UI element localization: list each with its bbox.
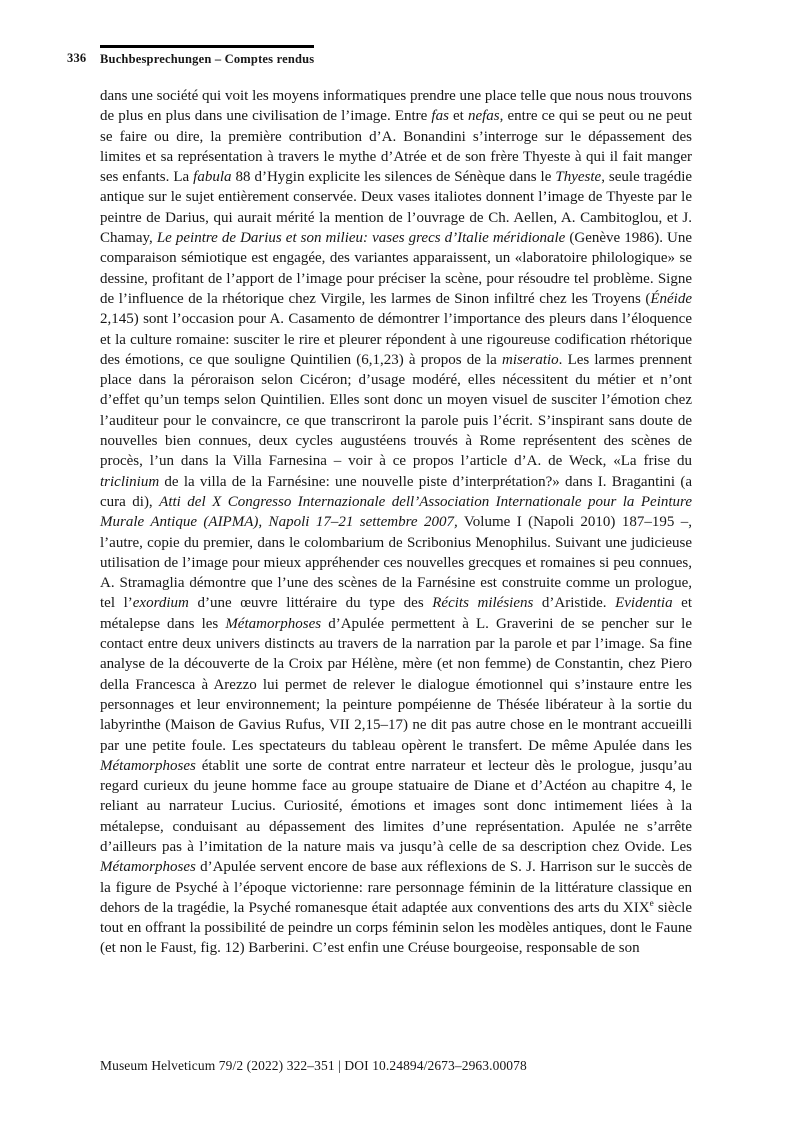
header-rule — [100, 45, 314, 48]
text-run: , seule tragédie antique sur le sujet entièrement conservée. Deux vases italiotes donnent l’image de Thyeste par le peintre de Darius, qui aurait mérité la mention de l’ouvrage de Ch. Aellen, A. Cambitoglou, et J. Chamay, — [100, 169, 693, 247]
italic-run: miseratio — [502, 351, 559, 368]
text-run: . Les larmes prennent place dans la péroraison selon Cicéron; d’usage modéré, elles nécessitent du métier et n’ont d’effet qu’un temps selon Quintilien. Elles sont donc un moyen visuel de susciter l’émotion chez l’auditeur pour le convaincre, ce que transcriront la parole puis l’écrit. S’inspirant sans doute de nouvelles bien connues, deux cycles augustéens trouvés à Rome représentent des scènes de procès, l’un dans la Villa Farnesina – voir à ce propos l’article d’A. de Weck, «La frise du — [100, 351, 692, 470]
review-paragraph — [100, 86, 692, 959]
text-run: 2,145) sont l’occasion pour A. Casamento de démontrer l’importance des pleurs dans l’éloquence et la culture romaine: susciter le rire et pleurer répondent à une rigoureuse codification rhétorique des émotions, ce que souligne Quintilien (6,1,23) à propos de la — [100, 311, 692, 368]
footer — [100, 1058, 692, 1074]
text-run: Volume I (Napoli 2010) 187–195 –, l’autre, copie du premier, dans le colombarium de Scribonius Menophilus. Suivant une judicieuse utilisation de l’image pour mieux appréhender ces nouvelles grecques et romaines si peu connues, A. Stramaglia démontre que l’une des scènes de la Farnésine est construite comme un prologue, tel l’ — [100, 514, 693, 612]
text-run: et métalepse dans les — [100, 595, 693, 632]
running-header — [100, 45, 314, 67]
footer-journal-line: Museum Helveticum 79/2 (2022) 322–351 | DOI 10.24894/2673–2963.00078 — [100, 1058, 527, 1073]
italic-run: Métamorphoses — [100, 859, 196, 876]
italic-run: triclinium — [100, 473, 160, 490]
italic-run: fas — [431, 108, 449, 125]
text-run: d’Apulée permettent à L. Graverini de se pencher sur le contact entre deux univers distincts au travers de la narration par la parole et par l’image. Sa fine analyse de la découverte de la Croix par Hélène, mère (et non femme) de Constantin, chez Piero della Francesca à Arezzo lui permet de relever le dialogue émotionnel qui s’instaure entre les personnages et leur environnement; la peinture pompéienne de Thésée libérateur à la sortie du labyrinthe (Maison de Gavius Rufus, VII 2,15–17) ne dit pas autre chose en le montrant accueilli par une petite foule. Les spectateurs du tableau opèrent le transfert. De même Apulée dans les — [100, 615, 692, 754]
text-run: , entre ce qui se peut ou ne peut se faire ou dire, la première contribution d’A. Bonandini s’interroge sur le dépassement des limites et sa représentation à travers le mythe d’Atrée et de son frère Thyeste à qui il fait manger ses enfants. La — [100, 108, 693, 186]
italic-run: Récits milésiens — [432, 595, 534, 612]
text-run: siècle tout en offrant la possibilité de peindre un corps féminin selon les modèles antiques, dont le Faune (et non le Faust, fig. 12) Barberini. C’est enfin une Créuse bourgeoise, responsable de son — [100, 899, 692, 957]
italic-run: Atti del X Congresso Internazionale dell’Association Internationale pour la Peinture Murale Antique (AIPMA), Napoli 17–21 settembre 2007, — [100, 493, 692, 531]
page-number: 336 — [67, 51, 87, 65]
text-run: (Genève 1986). Une comparaison sémiotique est engagée, des variantes apparaissent, un «laboratoire philologique» se dessine, profitant de l’apport de l’image pour préciser la scène, pour résoudre tel problème. Signe de l’influence de la rhétorique chez Virgile, les larmes de Sinon infiltré chez les Troyens ( — [100, 230, 692, 307]
text-run: établit une sorte de contrat entre narrateur et lecteur dès le prologue, jusqu’au regard curieux du jeune homme face au groupe statuaire de Diane et d’Actéon au chapitre 4, le reliant au narrateur Lucius. Curiosité, émotions et images sont donc intimement liées à la métalepse, conduisant au dépassement des limites d’une représentation. Apulée ne s’arrête d’ailleurs pas à l’imitation de la nature mais va jusqu’à celle de sa description chez Ovide. Les — [100, 757, 692, 855]
header-title: Buchbesprechungen – Comptes rendus — [100, 51, 315, 66]
text-run: d’Apulée servent encore de base aux réflexions de S. J. Harrison sur le succès de la figure de Psyché à l’époque victorienne: rare personnage féminin de la littérature classique en dehors de la tragédie, la Psyché romanesque était adaptée aux conventions des arts du XIX — [100, 859, 692, 916]
text-run: 88 d’Hygin explicite les silences de Sénèque dans le — [231, 169, 556, 186]
text-run: dans une société qui voit les moyens informatiques prendre une place telle que nous nous trouvons de plus en plus dans une civilisation de l’image. Entre — [100, 88, 692, 125]
italic-run: Métamorphoses — [100, 757, 196, 774]
text-run: et — [448, 108, 468, 125]
italic-run: Evidentia — [615, 595, 673, 612]
superscript-run: e — [649, 898, 654, 909]
italic-run: fabula — [193, 169, 232, 186]
text-run: d’Aristide. — [533, 595, 616, 612]
text-run: de la villa de la Farnésine: une nouvelle piste d’interprétation?» dans I. Bragantini (a cura di), — [100, 473, 692, 510]
text-run: d’une œuvre littéraire du type des — [188, 595, 433, 612]
italic-run: nefas — [467, 108, 500, 125]
italic-run: Thyeste — [555, 169, 602, 186]
italic-run: Énéide — [650, 290, 692, 307]
body-text — [100, 86, 692, 959]
italic-run: exordium — [132, 595, 189, 612]
italic-run: Métamorphoses — [225, 615, 322, 632]
italic-run: Le peintre de Darius et son milieu: vases grecs d’Italie méridionale — [156, 230, 566, 247]
